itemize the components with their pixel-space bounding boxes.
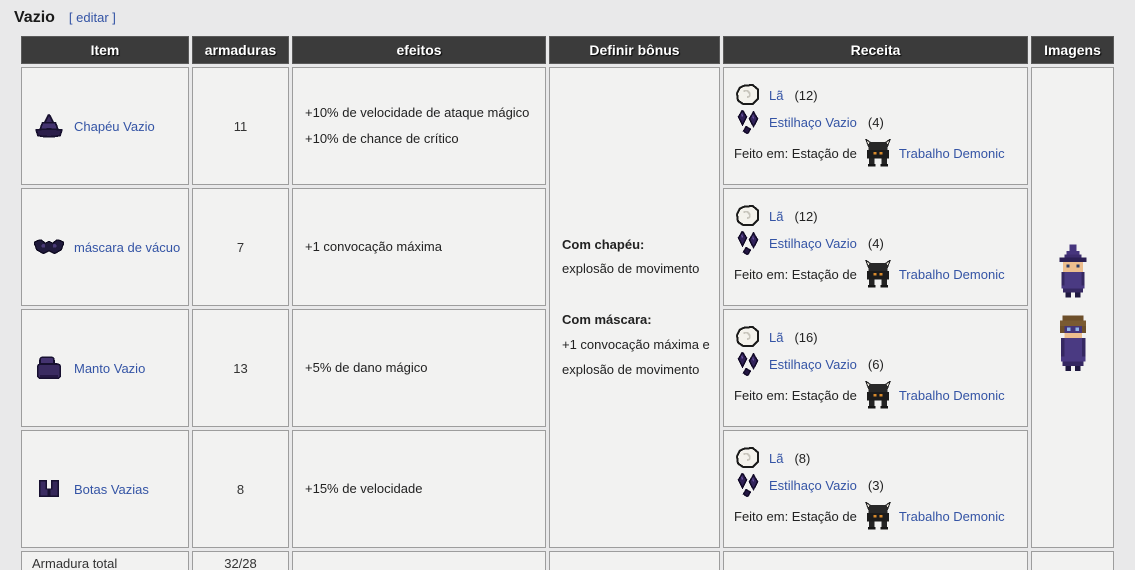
- recipe-cell: [723, 309, 1028, 427]
- demonic-workstation-icon[interactable]: [864, 259, 892, 289]
- ingredient-qty: (4): [867, 114, 884, 130]
- vacuum-mask-icon[interactable]: [32, 239, 66, 255]
- wool-icon[interactable]: [734, 205, 762, 227]
- edit-link[interactable]: [ editar ]: [68, 10, 116, 25]
- header-row: [21, 36, 1114, 64]
- effects-cell: [292, 430, 546, 548]
- void-robe-icon[interactable]: [32, 356, 66, 380]
- ingredient-qty: (16): [794, 329, 818, 345]
- table-row-chapeu-vazio: [21, 67, 1114, 185]
- effects-cell: [292, 67, 546, 185]
- ingredient-link-la[interactable]: Lã: [769, 450, 784, 466]
- made-at-label: Feito em: Estação de: [734, 508, 857, 524]
- total-row: [21, 551, 1114, 570]
- station-link-trabalho-demonic[interactable]: Trabalho Demonic: [898, 145, 1005, 161]
- ingredient-link-estilhaco-vazio[interactable]: Estilhaço Vazio: [769, 477, 857, 493]
- empty-cell: [549, 551, 720, 570]
- armor-value: 7: [192, 188, 289, 306]
- station-link-trabalho-demonic[interactable]: Trabalho Demonic: [898, 508, 1005, 524]
- page-header: [0, 0, 1135, 27]
- armor-total-value: 32/28: [192, 551, 289, 570]
- character-with-hat-sprite[interactable]: [1053, 244, 1093, 298]
- empty-cell: [723, 551, 1028, 570]
- set-bonus-mask-title: Com máscara:: [562, 312, 652, 328]
- void-shard-icon[interactable]: [734, 352, 762, 376]
- armor-value: 13: [192, 309, 289, 427]
- made-at-label: Feito em: Estação de: [734, 266, 857, 282]
- item-cell: [21, 309, 189, 427]
- character-with-mask-sprite[interactable]: [1052, 314, 1094, 372]
- effect-line: +15% de velocidade: [305, 480, 423, 496]
- ingredient-qty: (12): [794, 208, 818, 224]
- images-cell: [1031, 67, 1114, 548]
- ingredient-qty: (12): [794, 87, 818, 103]
- recipe-cell: [723, 430, 1028, 548]
- ingredient-link-estilhaco-vazio[interactable]: Estilhaço Vazio: [769, 114, 857, 130]
- item-cell: [21, 67, 189, 185]
- effect-line: +5% de dano mágico: [305, 359, 428, 375]
- item-link-mascara-de-vacuo[interactable]: máscara de vácuo: [74, 239, 181, 255]
- set-bonus-mask-block: [562, 308, 713, 382]
- void-shard-icon[interactable]: [734, 110, 762, 134]
- demonic-workstation-icon[interactable]: [864, 501, 892, 531]
- ingredient-link-estilhaco-vazio[interactable]: Estilhaço Vazio: [769, 235, 857, 251]
- armor-set-table: [18, 33, 1117, 570]
- column-header-imagens: Imagens: [1031, 36, 1114, 64]
- armor-value: 11: [192, 67, 289, 185]
- station-link-trabalho-demonic[interactable]: Trabalho Demonic: [898, 266, 1005, 282]
- void-shard-icon[interactable]: [734, 473, 762, 497]
- armor-total-label: Armadura total: [21, 551, 189, 570]
- ingredient-qty: (8): [794, 450, 811, 466]
- column-header-efeitos: efeitos: [292, 36, 546, 64]
- wool-icon[interactable]: [734, 326, 762, 348]
- item-link-chapeu-vazio[interactable]: Chapéu Vazio: [74, 118, 155, 134]
- demonic-workstation-icon[interactable]: [864, 138, 892, 168]
- item-link-botas-vazias[interactable]: Botas Vazias: [74, 481, 149, 497]
- column-header-armaduras: armaduras: [192, 36, 289, 64]
- effect-line: +1 convocação máxima: [305, 238, 442, 254]
- wool-icon[interactable]: [734, 447, 762, 469]
- made-at-label: Feito em: Estação de: [734, 387, 857, 403]
- demonic-workstation-icon[interactable]: [864, 380, 892, 410]
- set-bonus-cell: [549, 67, 720, 548]
- recipe-cell: [723, 188, 1028, 306]
- item-cell: [21, 188, 189, 306]
- effects-cell: [292, 188, 546, 306]
- column-header-receita: Receita: [723, 36, 1028, 64]
- effect-line: +10% de chance de crítico: [305, 130, 459, 146]
- station-link-trabalho-demonic[interactable]: Trabalho Demonic: [898, 387, 1005, 403]
- ingredient-link-la[interactable]: Lã: [769, 329, 784, 345]
- made-at-label: Feito em: Estação de: [734, 145, 857, 161]
- ingredient-qty: (3): [867, 477, 884, 493]
- recipe-cell: [723, 67, 1028, 185]
- empty-cell: [1031, 551, 1114, 570]
- empty-cell: [292, 551, 546, 570]
- effects-cell: [292, 309, 546, 427]
- ingredient-link-la[interactable]: Lã: [769, 87, 784, 103]
- ingredient-qty: (6): [867, 356, 884, 372]
- set-bonus-mask-effect: +1 convocação máxima e explosão de movimento: [562, 336, 710, 377]
- wool-icon[interactable]: [734, 84, 762, 106]
- column-header-item: Item: [21, 36, 189, 64]
- set-bonus-hat-effect: explosão de movimento: [562, 261, 700, 277]
- ingredient-link-estilhaco-vazio[interactable]: Estilhaço Vazio: [769, 356, 857, 372]
- void-shard-icon[interactable]: [734, 231, 762, 255]
- page-title: Vazio: [14, 9, 55, 26]
- item-cell: [21, 430, 189, 548]
- set-bonus-hat-block: [562, 233, 713, 282]
- ingredient-qty: (4): [867, 235, 884, 251]
- effect-line: +10% de velocidade de ataque mágico: [305, 105, 530, 121]
- item-link-manto-vazio[interactable]: Manto Vazio: [74, 360, 146, 376]
- set-bonus-hat-title: Com chapéu:: [562, 236, 645, 252]
- ingredient-link-la[interactable]: Lã: [769, 208, 784, 224]
- armor-value: 8: [192, 430, 289, 548]
- void-boots-icon[interactable]: [32, 479, 66, 499]
- void-hat-icon[interactable]: [32, 114, 66, 138]
- column-header-definir-bonus: Definir bônus: [549, 36, 720, 64]
